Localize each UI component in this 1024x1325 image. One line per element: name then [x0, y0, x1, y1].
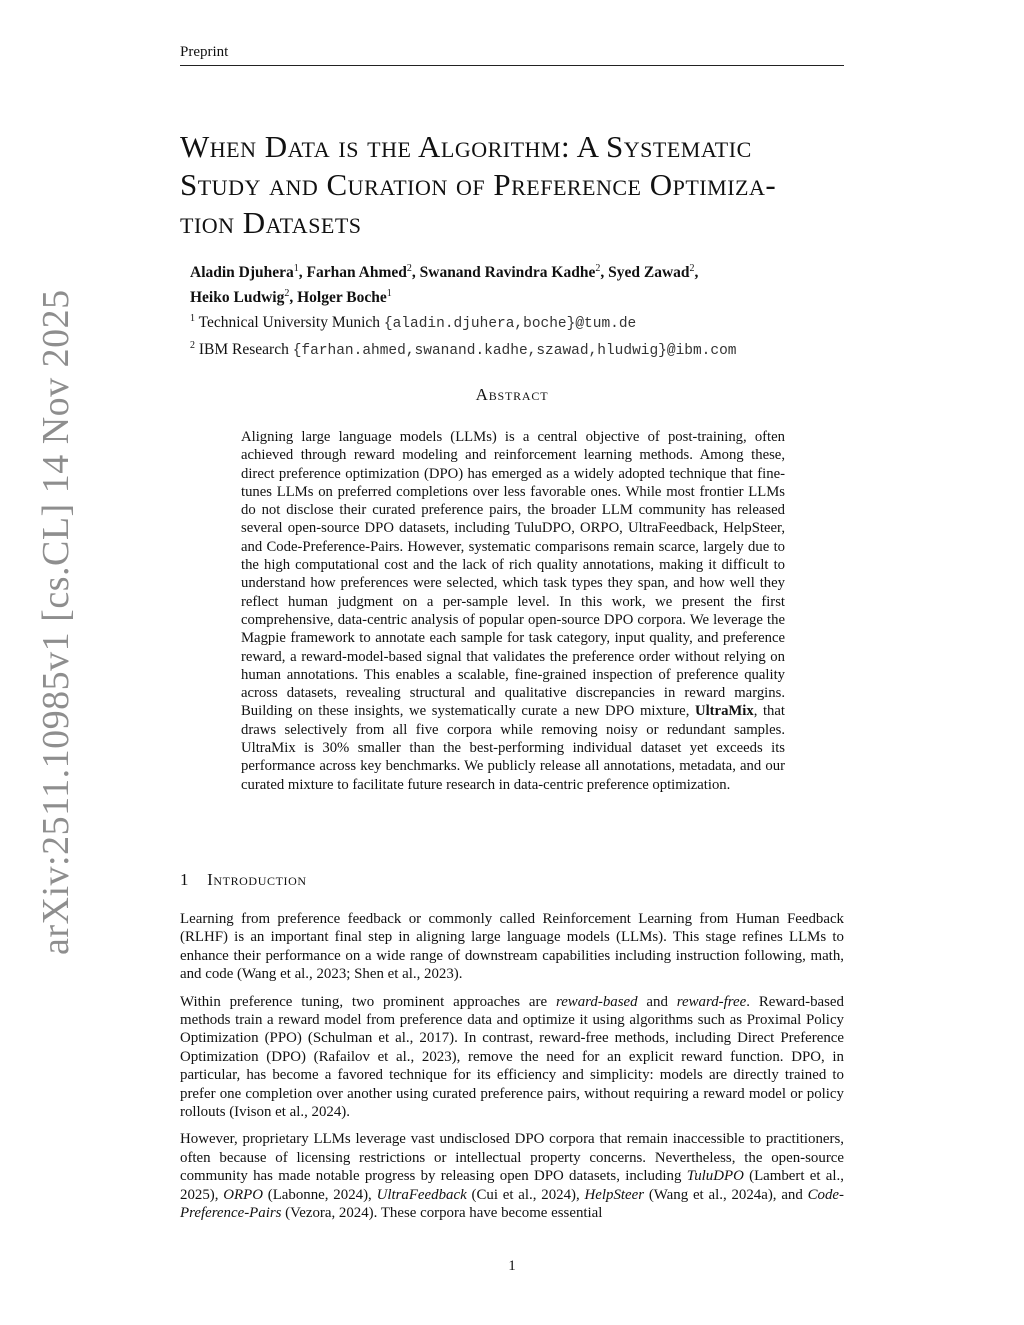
section-number: 1 [180, 870, 190, 889]
author-name: Holger Boche [297, 289, 387, 307]
title-line: When Data is the Algorithm: A Systematic [180, 129, 752, 164]
author-name: Aladin Djuhera [190, 264, 294, 282]
author-name: Syed Zawad [608, 264, 690, 282]
citation-run: (Vezora, 2024). These corpora have become essential [281, 1205, 603, 1222]
text-run: Within preference tuning, two prominent approaches are [180, 993, 556, 1010]
author-separator: , [289, 289, 298, 307]
author-separator: , [694, 264, 699, 282]
affiliation-line [190, 335, 850, 362]
author-name: Heiko Ludwig [190, 289, 285, 307]
section-heading-introduction [180, 870, 307, 890]
introduction-body [180, 910, 844, 1232]
abstract-text-part: Aligning large language models (LLMs) is a central objective of post-training, often achieved through reward modeling and reinforcement learning methods. Among these, direct preference optimization (DPO) has emerged as a widely adopted technique that fine-tunes LLMs on preferred completions over less favorable ones. While most frontier LLMs do not disclose their curated preference pairs, the broader LLM community has released several open-source DPO datasets, including TuluDPO, ORPO, UltraFeedback, HelpSteer, and Code-Preference-Pairs. However, systematic comparisons remain scarce, largely due to the high computational cost and the lack of rich quality annotations, making it difficult to understand how preferences were selected, which task types they span, and how well they reflect human judgment on a per-sample level. In this work, we present the first comprehensive, data-centric analysis of popular open-source DPO corpora. We leverage the Magpie framework to annotate each sample for task category, input quality, and preference reward, a reward-model-based signal that validates the preference order without relying on human annotations. This enables a scalable, fine-grained inspection of preference quality across datasets, revealing structural and qualitative discrepancies in reward margins. Building on these insights, we systematically curate a new DPO mixture, [241, 429, 785, 720]
emphasis: reward-based [555, 993, 638, 1010]
paragraph [180, 993, 844, 1122]
author-name: Swanand Ravindra Kadhe [419, 264, 596, 282]
author-affiliation-mark: 2 [595, 263, 601, 274]
affiliation-institution: Technical University Munich [198, 314, 381, 332]
title-line: Study and Curation of Preference Optimiza- [180, 167, 777, 202]
dataset-name: Code-Preference-Pairs [180, 1186, 844, 1222]
section-title: Introduction [207, 870, 307, 889]
author-line [190, 283, 850, 308]
author-line [190, 258, 850, 283]
text-run: However, proprietary LLMs leverage vast undisclosed DPO corpora that remain inaccessible to practitioners, often because of licensing restrictions or intellectual property concerns. Nevertheless, the open-source community has made notable progress by releasing open DPO datasets, including [180, 1131, 844, 1185]
affiliation-email[interactable]: {farhan.ahmed,swanand.kadhe,szawad,hludwig}@ibm.com [292, 343, 737, 360]
affiliation-email[interactable]: {aladin.djuhera,boche}@tum.de [383, 316, 637, 333]
arxiv-identifier-stamp: arXiv:2511.10985v1 [cs.CL] 14 Nov 2025 [35, 289, 77, 955]
abstract-text-part: , that draws selectively from all five corpora while removing noisy or redundant samples. UltraMix is 30% smaller than the best-performing individual dataset yet exceeds its performance across key benchmarks. We publicly release all annotations, metadata, and our curated mixture to facilitate future research in data-centric preference optimization. [241, 703, 785, 793]
affiliation-line [190, 308, 850, 335]
page-number: 1 [508, 1258, 516, 1274]
paragraph: Learning from preference feedback or commonly called Reinforcement Learning from Human Feedback (RLHF) is an important final step in aligning large language models (LLMs). This stage refines LLMs to enhance their performance on a wide range of downstream capabilities including instruction following, math, and code (Wang et al., 2023; Shen et al., 2023). [180, 911, 844, 983]
text-run: . Reward-based methods train a reward model from preference data and optimize it using algorithms such as Proximal Policy Optimization (PPO) (Schulman et al., 2017). In contrast, reward-free methods, including Direct Preference Optimization (DPO) (Rafailov et al., 2023), remove the need for an explicit reward function. DPO, in particular, has become a favored technique for its efficiency and simplicity: models are directly trained to prefer one completion over another using curated preference pairs, without requiring a reward model or policy rollouts (Ivison et al., 2024). [180, 993, 844, 1121]
author-block [190, 258, 850, 363]
dataset-name: UltraFeedback [376, 1186, 467, 1203]
citation-run: (Cui et al., 2024), [466, 1186, 585, 1203]
author-affiliation-mark: 2 [284, 288, 290, 300]
author-affiliation-mark: 1 [386, 288, 392, 300]
author-affiliation-mark: 2 [689, 263, 695, 274]
author-separator: , [411, 264, 420, 282]
dataset-name: ORPO [223, 1186, 263, 1203]
author-separator: , [600, 264, 609, 282]
title-line: tion Datasets [180, 205, 362, 240]
citation-run: (Wang et al., 2024a), and [644, 1186, 808, 1203]
citation-run: (Labonne, 2024), [262, 1186, 377, 1203]
affiliation-institution: IBM Research [198, 341, 289, 359]
emphasis: reward-free [676, 993, 747, 1010]
text-run: and [637, 993, 677, 1010]
author-affiliation-mark: 1 [293, 263, 299, 274]
affiliation-mark: 2 [190, 340, 195, 352]
dataset-name: TuluDPO [686, 1168, 744, 1185]
author-separator: , [298, 264, 307, 282]
paragraph [180, 1130, 844, 1222]
affiliation-mark: 1 [190, 313, 195, 325]
author-affiliation-mark: 2 [406, 263, 412, 274]
citation-run: (Lambert et al., 2025), [180, 1168, 844, 1203]
abstract-heading: Abstract [475, 385, 549, 404]
abstract-text [241, 428, 785, 794]
paper-title [180, 128, 844, 242]
dataset-name: HelpSteer [584, 1186, 645, 1203]
author-name: Farhan Ahmed [306, 264, 407, 282]
ultramix-highlight: UltraMix [694, 703, 754, 720]
running-head: Preprint [180, 44, 844, 66]
